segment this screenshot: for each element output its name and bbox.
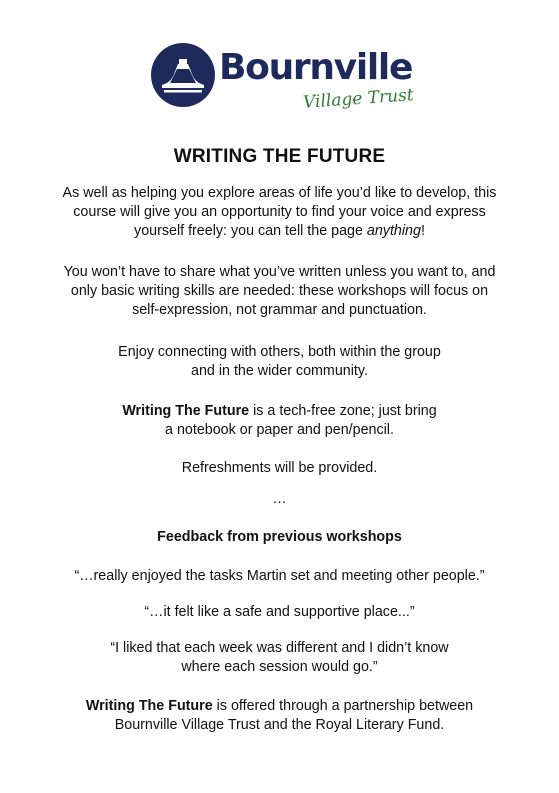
refreshments-paragraph — [20, 459, 539, 478]
sharing-line-2: only basic writing skills are needed: these workshops will focus on — [70, 283, 489, 299]
feedback-heading — [20, 528, 539, 547]
sharing-line-1: You won’t have to share what you’ve written unless you want to, and — [63, 264, 496, 280]
tech-free-paragraph — [20, 402, 539, 440]
intro-line-2: course will give you an opportunity to find your voice and express — [73, 204, 486, 220]
tech-free-line-1 — [20, 402, 539, 421]
partnership-line-1-text: is offered through a partnership between — [212, 698, 474, 714]
tech-free-line-2: a notebook or paper and pen/pencil. — [165, 422, 394, 438]
intro-line-1: As well as helping you explore areas of life you’d like to develop, this — [62, 185, 497, 201]
intro-emphasis: anything — [366, 223, 421, 239]
intro-paragraph — [20, 184, 539, 241]
feedback-quote-3 — [20, 639, 539, 677]
tech-free-line-1-text: is a tech-free zone; just bring — [249, 403, 437, 419]
quote-3-line-1: “I liked that each week was different and I didn’t know — [110, 640, 449, 656]
intro-line-3 — [20, 222, 539, 241]
tech-free-course-name: Writing The Future — [122, 403, 250, 419]
connect-paragraph — [20, 343, 539, 381]
sharing-paragraph — [20, 263, 539, 320]
connect-line-1: Enjoy connecting with others, both within the group — [118, 344, 441, 360]
sharing-line-3: self-expression, not grammar and punctuation. — [132, 302, 427, 318]
logo-wordmark: Bournville — [219, 47, 413, 88]
connect-line-2: and in the wider community. — [191, 363, 368, 379]
quote-1-text: “…really enjoyed the tasks Martin set and meeting other people.” — [74, 568, 485, 584]
partnership-line-1 — [20, 697, 539, 716]
intro-line-3-end: ! — [420, 223, 425, 239]
partnership-line-2: Bournville Village Trust and the Royal Literary Fund. — [114, 717, 445, 733]
logo-subtitle: Village Trust — [302, 85, 415, 113]
partnership-paragraph — [20, 697, 539, 735]
refreshments-line: Refreshments will be provided. — [181, 460, 378, 476]
feedback-heading-text: Feedback from previous workshops — [157, 529, 402, 545]
quote-3-line-2: where each session would go.” — [181, 659, 378, 675]
ellipsis-separator: … — [272, 491, 287, 507]
page-title: WRITING THE FUTURE — [173, 146, 386, 167]
bournville-logo — [150, 42, 420, 122]
feedback-quote-1 — [20, 567, 539, 586]
intro-line-3-text: yourself freely: you can tell the page — [134, 223, 367, 239]
quote-2-text: “…it felt like a safe and supportive place...” — [144, 604, 415, 620]
partnership-course-name: Writing The Future — [85, 698, 213, 714]
section-separator — [20, 490, 539, 509]
house-emblem-icon — [150, 42, 216, 108]
feedback-quote-2 — [20, 603, 539, 622]
